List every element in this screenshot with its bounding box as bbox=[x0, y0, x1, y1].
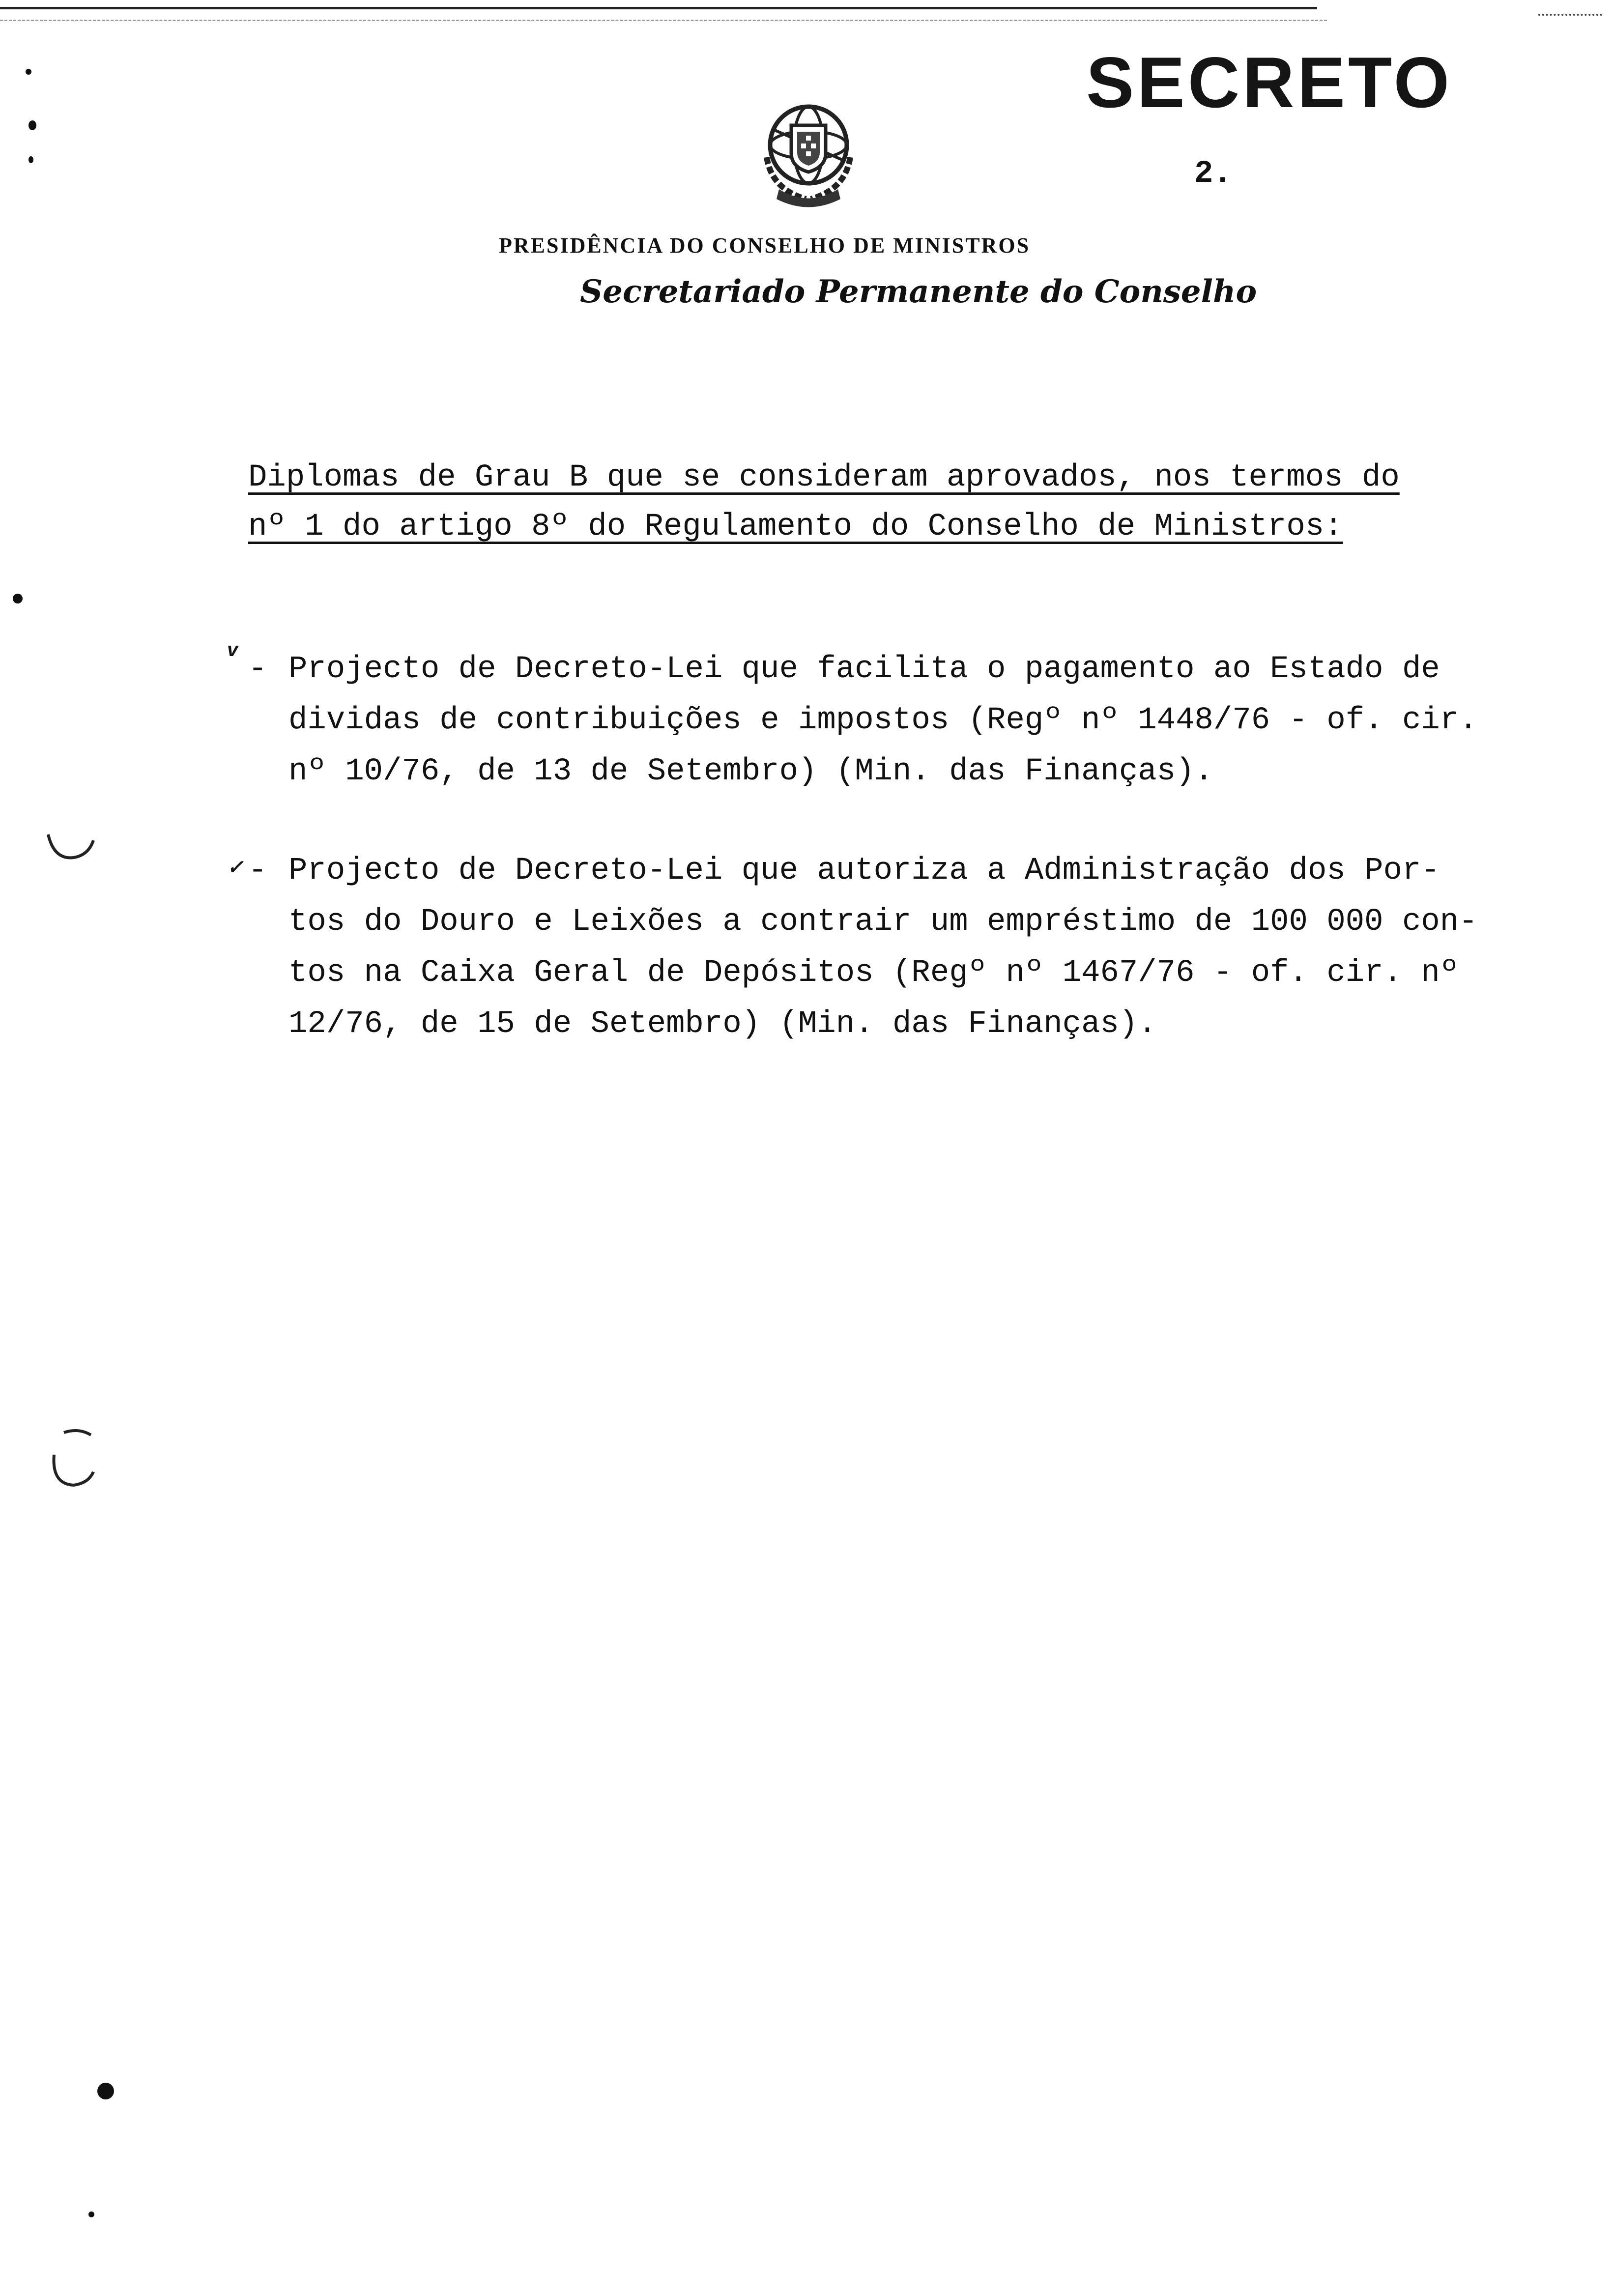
margin-speck bbox=[97, 2083, 114, 2099]
punch-hole-mark bbox=[44, 831, 98, 865]
text-line: Projecto de Decreto-Lei que autoriza a Administração dos Por- bbox=[288, 853, 1440, 889]
heading-line: Diplomas de Grau B que se consideram aprovados, nos termos do bbox=[248, 460, 1400, 495]
page-number: 2. bbox=[1194, 156, 1232, 192]
letterhead-title: PRESIDÊNCIA DO CONSELHO DE MINISTROS bbox=[499, 233, 1031, 258]
text-line: nº 10/76, de 13 de Setembro) (Min. das Finanças). bbox=[288, 754, 1213, 789]
list-item-text bbox=[288, 845, 1551, 1050]
heading-line: nº 1 do artigo 8º do Regulamento do Conselho de Ministros: bbox=[248, 509, 1343, 545]
margin-speck bbox=[88, 2211, 94, 2217]
text-line: 12/76, de 15 de Setembro) (Min. das Finanças). bbox=[288, 1006, 1157, 1042]
text-line: tos do Douro e Leixões a contrair um empréstimo de 100 000 con- bbox=[288, 904, 1478, 940]
secret-stamp: SECRETO bbox=[1086, 42, 1453, 122]
letterhead-subtitle: Secretariado Permanente do Conselho bbox=[580, 273, 1257, 310]
scan-edge-line bbox=[0, 7, 1317, 9]
margin-speck bbox=[13, 594, 23, 603]
text-line: Projecto de Decreto-Lei que facilita o pagamento ao Estado de bbox=[288, 652, 1440, 687]
scan-dash-line bbox=[0, 20, 1327, 21]
punch-hole-mark bbox=[44, 1425, 98, 1494]
coat-of-arms-icon bbox=[752, 98, 865, 211]
list-bullet: - bbox=[248, 853, 267, 889]
document-heading bbox=[248, 453, 1487, 551]
text-line: tos na Caixa Geral de Depósitos (Regº nº 1467/76 - of. cir. nº bbox=[288, 955, 1459, 991]
text-line: dividas de contribuições e impostos (Regº nº 1448/76 - of. cir. bbox=[288, 703, 1478, 738]
margin-speck bbox=[26, 69, 31, 75]
check-mark-icon: v bbox=[227, 639, 238, 660]
margin-speck bbox=[29, 120, 36, 130]
list-item bbox=[248, 644, 1551, 797]
margin-speck bbox=[29, 156, 33, 163]
list-item bbox=[248, 845, 1551, 1050]
scan-mark bbox=[1538, 14, 1602, 19]
list-item-text bbox=[288, 644, 1551, 797]
check-mark-icon: ✓ bbox=[227, 857, 244, 878]
list-bullet: - bbox=[248, 652, 267, 687]
